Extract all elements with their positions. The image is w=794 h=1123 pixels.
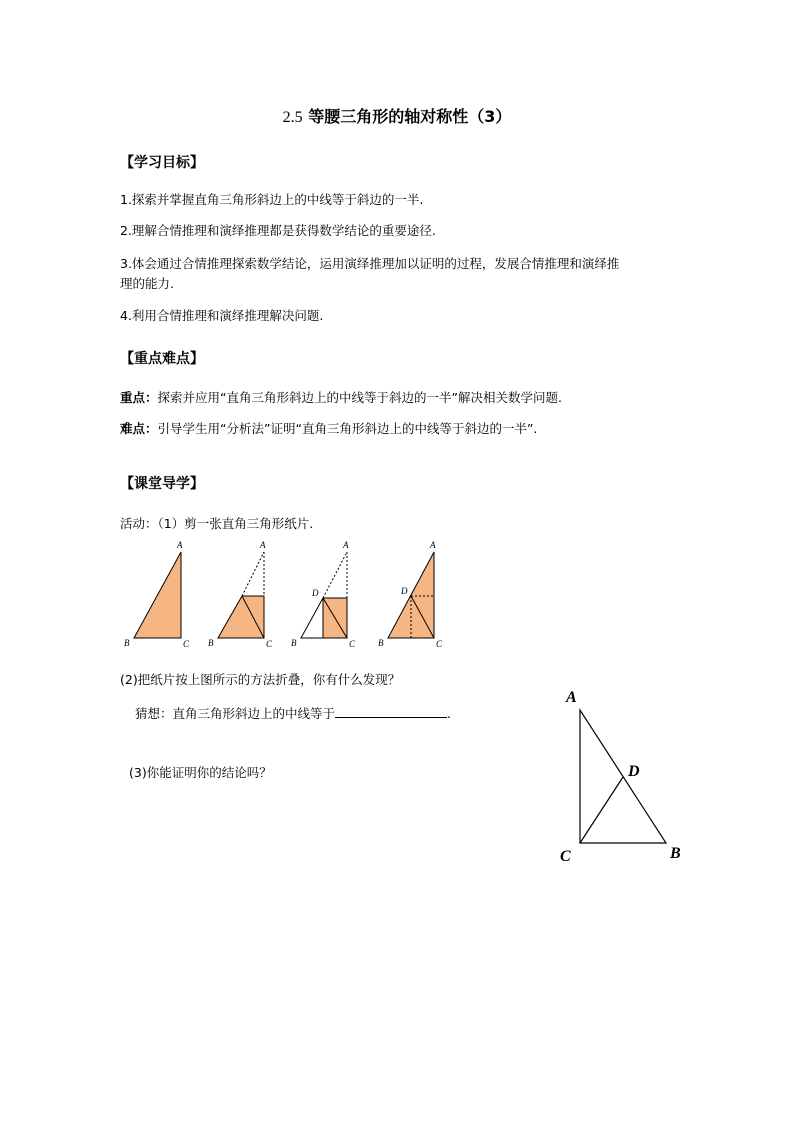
key-points-heading: 【重点难点】 xyxy=(120,351,204,367)
fig4-label-c: C xyxy=(436,639,443,649)
big-label-c: C xyxy=(560,848,571,865)
figure2-fold-dashed xyxy=(242,552,264,596)
big-triangle-median xyxy=(580,777,623,843)
guess-label: 猜想：直角三角形斜边上的中线等于 xyxy=(135,706,336,721)
fig1-label-a: A xyxy=(177,540,183,550)
big-label-a: A xyxy=(566,689,577,706)
big-label-b: B xyxy=(670,845,681,862)
step3-text: (3)你能证明你的结论吗？ xyxy=(129,765,272,780)
difficult-label: 难点： xyxy=(120,421,158,436)
title-number: 2.5 xyxy=(282,109,303,126)
goal-item-4: 4.利用合情推理和演绎推理解决问题. xyxy=(120,308,324,323)
fig2-label-b: B xyxy=(208,638,214,648)
title-text: 等腰三角形的轴对称性（3） xyxy=(308,107,512,126)
figure3-dashed-hyp xyxy=(323,552,347,598)
fig3-label-c: C xyxy=(349,639,356,649)
goal-item-3-cont: 理的能力. xyxy=(120,276,174,291)
step2-text: (2)把纸片按上图所示的方法折叠，你有什么发现？ xyxy=(120,672,401,687)
activity-text: 活动：（1）剪一张直角三角形纸片. xyxy=(120,516,314,531)
learning-goals-heading: 【学习目标】 xyxy=(120,155,204,171)
fig2-label-a: A xyxy=(260,540,266,550)
key-label: 重点： xyxy=(120,390,158,405)
figure1-triangle xyxy=(134,552,181,638)
class-guide-heading: 【课堂导学】 xyxy=(120,476,204,492)
goal-item-3: 3.体会通过合情推理探索数学结论，运用演绎推理加以证明的过程，发展合情推理和演绎推 xyxy=(120,256,620,271)
fig2-label-c: C xyxy=(266,639,273,649)
difficult-text: 引导学生用“分析法”证明“直角三角形斜边上的中线等于斜边的一半”. xyxy=(157,421,538,436)
fig4-label-d: D xyxy=(401,586,408,596)
guess-line xyxy=(135,704,451,722)
fig4-label-a: A xyxy=(430,540,436,550)
fig1-label-b: B xyxy=(124,638,130,648)
fig1-label-c: C xyxy=(183,639,190,649)
big-label-d: D xyxy=(628,763,640,780)
goal-item-1: 1.探索并掌握直角三角形斜边上的中线等于斜边的一半. xyxy=(120,192,424,207)
fig4-label-b: B xyxy=(378,638,384,648)
goal-item-2: 2.理解合情推理和演绎推理都是获得数学结论的重要途径. xyxy=(120,223,436,238)
fig3-label-b: B xyxy=(291,638,297,648)
fig3-label-a: A xyxy=(343,540,349,550)
guess-blank[interactable] xyxy=(335,704,447,718)
fig3-label-d: D xyxy=(312,588,319,598)
guess-end: . xyxy=(447,706,451,721)
key-text: 探索并应用“直角三角形斜边上的中线等于斜边的一半”解决相关数学问题. xyxy=(157,390,562,405)
figure2-filled-region xyxy=(218,596,264,638)
